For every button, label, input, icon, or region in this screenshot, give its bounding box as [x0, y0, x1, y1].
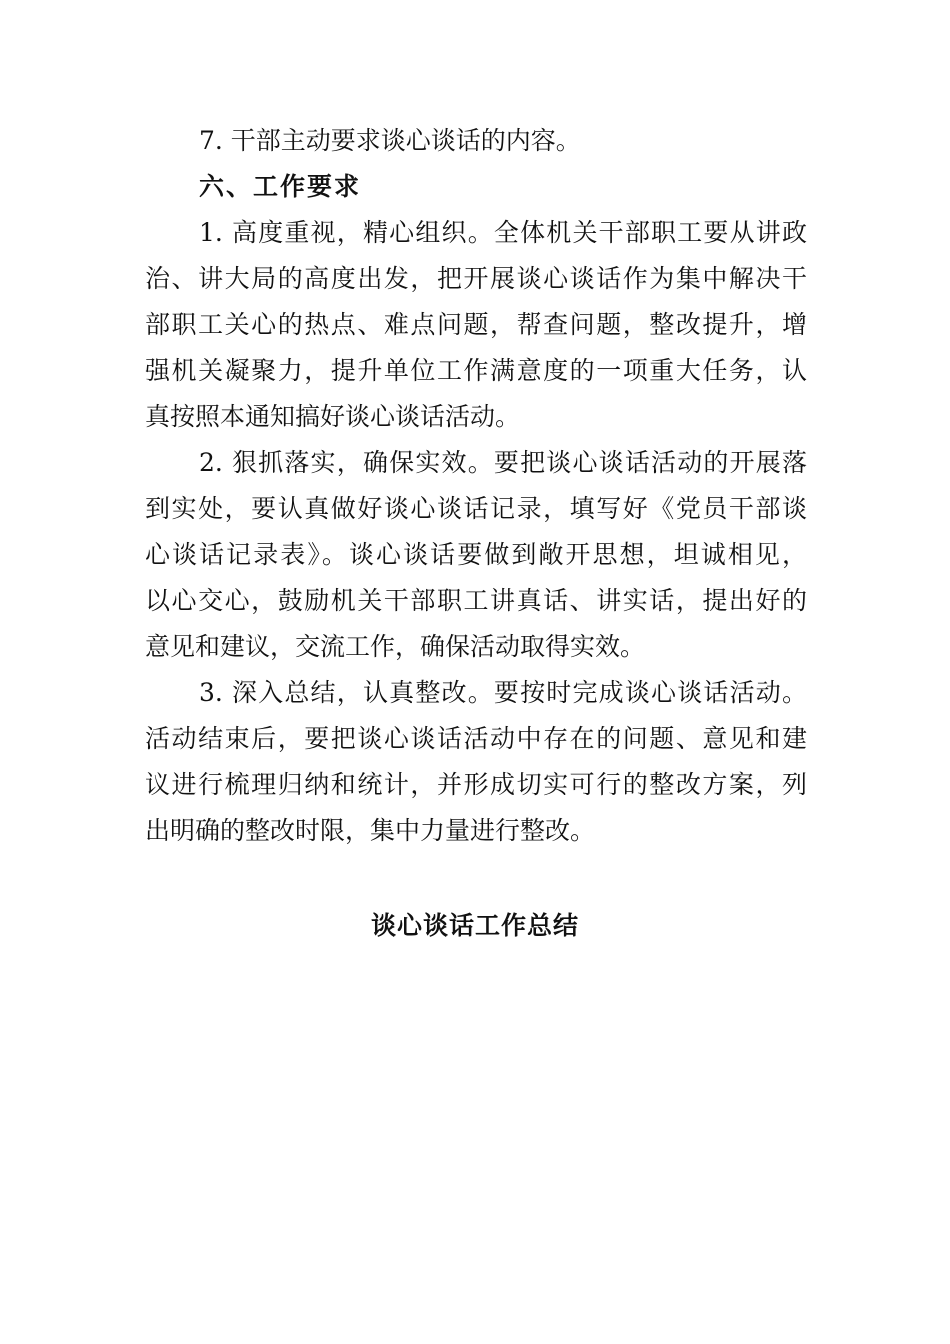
paragraph-line: 心谈话记录表》。谈心谈话要做到敞开思想，坦诚相见， — [145, 540, 807, 569]
summary-title: 谈心谈话工作总结 — [370, 911, 579, 940]
paragraph-line: 出明确的整改时限，集中力量进行整改。 — [145, 816, 596, 845]
paragraph-line: 真按照本通知搞好谈心谈话活动。 — [145, 402, 521, 431]
section-6-heading: 六、工作要求 — [199, 172, 362, 201]
paragraph-line: 活动结束后，要把谈心谈话活动中存在的问题、意见和建 — [145, 724, 807, 753]
item-7-text: 7. 干部主动要求谈心谈话的内容。 — [199, 126, 581, 155]
paragraph-line: 议进行梳理归纳和统计，并形成切实可行的整改方案，列 — [145, 770, 807, 799]
paragraph-line: 2. 狠抓落实，确保实效。要把谈心谈话活动的开展落 — [199, 448, 807, 477]
paragraph-3 — [145, 670, 807, 854]
paragraph-line: 1. 高度重视，精心组织。全体机关干部职工要从讲政 — [199, 218, 807, 247]
paragraph-1 — [145, 210, 807, 440]
paragraph-line: 治、讲大局的高度出发，把开展谈心谈话作为集中解决干 — [145, 264, 807, 293]
paragraph-line: 部职工关心的热点、难点问题，帮查问题，整改提升，增 — [145, 310, 807, 339]
document-body — [145, 118, 807, 854]
paragraph-line: 强机关凝聚力，提升单位工作满意度的一项重大任务，认 — [145, 356, 807, 385]
paragraph-line: 到实处，要认真做好谈心谈话记录，填写好《党员干部谈 — [145, 494, 807, 523]
paragraph-2 — [145, 440, 807, 670]
paragraph-line: 以心交心，鼓励机关干部职工讲真话、讲实话，提出好的 — [145, 586, 807, 615]
paragraph-line: 意见和建议，交流工作，确保活动取得实效。 — [145, 632, 646, 661]
paragraph-line: 3. 深入总结，认真整改。要按时完成谈心谈话活动。 — [199, 678, 807, 707]
